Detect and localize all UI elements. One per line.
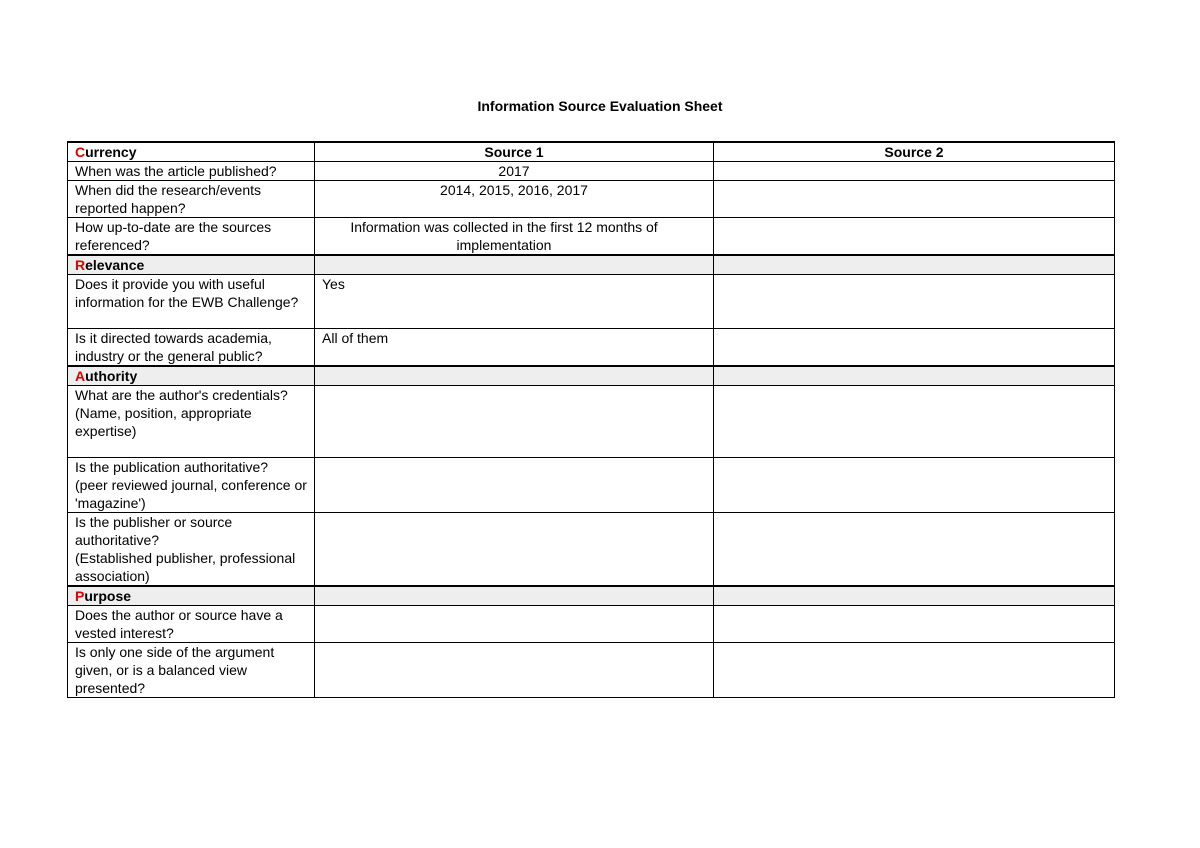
- section-row-currency: [68, 142, 1115, 162]
- section-label-relevance: [68, 255, 315, 275]
- question-cell: Is only one side of the argument given, or is a balanced view presented?: [68, 643, 315, 698]
- answer-cell-source-1[interactable]: [315, 458, 714, 513]
- question-cell: When did the research/events reported happen?: [68, 181, 315, 218]
- section-fill: [315, 366, 714, 386]
- table-row: [68, 513, 1115, 587]
- answer-cell-source-1[interactable]: Yes: [315, 275, 714, 329]
- question-hint: (Name, position, appropriate expertise): [75, 405, 252, 439]
- sheet-title: Information Source Evaluation Sheet: [477, 98, 723, 114]
- section-rest: uthority: [85, 368, 138, 384]
- section-initial: C: [75, 144, 86, 160]
- table-row: [68, 218, 1115, 256]
- question-cell: Does it provide you with useful information for the EWB Challenge?: [68, 275, 315, 329]
- question-cell: Does the author or source have a vested interest?: [68, 606, 315, 643]
- question-cell: [68, 513, 315, 587]
- answer-cell-source-2[interactable]: [714, 218, 1115, 256]
- section-rest: urpose: [84, 588, 132, 604]
- section-fill: [315, 586, 714, 606]
- section-initial: A: [75, 368, 86, 384]
- table-row: [68, 606, 1115, 643]
- question-cell: [68, 386, 315, 458]
- table-row: [68, 162, 1115, 181]
- section-row-authority: [68, 366, 1115, 386]
- section-label-currency: [68, 142, 315, 162]
- section-rest: elevance: [85, 257, 145, 273]
- answer-cell-source-2[interactable]: [714, 275, 1115, 329]
- section-initial: P: [75, 588, 85, 604]
- table-row: [68, 181, 1115, 218]
- answer-cell-source-1[interactable]: [315, 606, 714, 643]
- question-text: Is the publisher or source authoritative?: [75, 514, 233, 548]
- section-row-relevance: [68, 255, 1115, 275]
- answer-cell-source-1[interactable]: 2014, 2015, 2016, 2017: [315, 181, 714, 218]
- table-row: [68, 643, 1115, 698]
- table-row: [68, 275, 1115, 329]
- answer-cell-source-2[interactable]: [714, 606, 1115, 643]
- section-fill: [714, 366, 1115, 386]
- question-cell: [68, 458, 315, 513]
- section-initial: R: [75, 257, 86, 273]
- question-cell: When was the article published?: [68, 162, 315, 181]
- question-hint: (Established publisher, professional association): [75, 550, 296, 584]
- section-row-purpose: [68, 586, 1115, 606]
- question-text: Is the publication authoritative?: [75, 459, 269, 475]
- section-label-authority: [68, 366, 315, 386]
- answer-cell-source-1[interactable]: [315, 513, 714, 587]
- table-row: [68, 329, 1115, 367]
- evaluation-table: [67, 141, 1115, 698]
- answer-cell-source-2[interactable]: [714, 643, 1115, 698]
- section-label-purpose: [68, 586, 315, 606]
- question-text: What are the author's credentials?: [75, 387, 288, 403]
- column-header-source-1: Source 1: [315, 142, 714, 162]
- answer-cell-source-1[interactable]: All of them: [315, 329, 714, 367]
- answer-cell-source-2[interactable]: [714, 458, 1115, 513]
- answer-cell-source-2[interactable]: [714, 386, 1115, 458]
- question-hint: (peer reviewed journal, conference or 'magazine'): [75, 477, 307, 511]
- answer-cell-source-1[interactable]: Information was collected in the first 12 months of implementation: [315, 218, 714, 256]
- answer-cell-source-2[interactable]: [714, 162, 1115, 181]
- question-cell: Is it directed towards academia, industry or the general public?: [68, 329, 315, 367]
- answer-cell-source-2[interactable]: [714, 181, 1115, 218]
- table-row: [68, 458, 1115, 513]
- table-row: [68, 386, 1115, 458]
- section-fill: [315, 255, 714, 275]
- question-cell: How up-to-date are the sources referenced?: [68, 218, 315, 256]
- answer-cell-source-2[interactable]: [714, 329, 1115, 367]
- answer-cell-source-1[interactable]: [315, 643, 714, 698]
- section-fill: [714, 586, 1115, 606]
- section-fill: [714, 255, 1115, 275]
- answer-cell-source-1[interactable]: [315, 386, 714, 458]
- section-rest: urrency: [85, 144, 137, 160]
- column-header-source-2: Source 2: [714, 142, 1115, 162]
- answer-cell-source-1[interactable]: 2017: [315, 162, 714, 181]
- answer-cell-source-2[interactable]: [714, 513, 1115, 587]
